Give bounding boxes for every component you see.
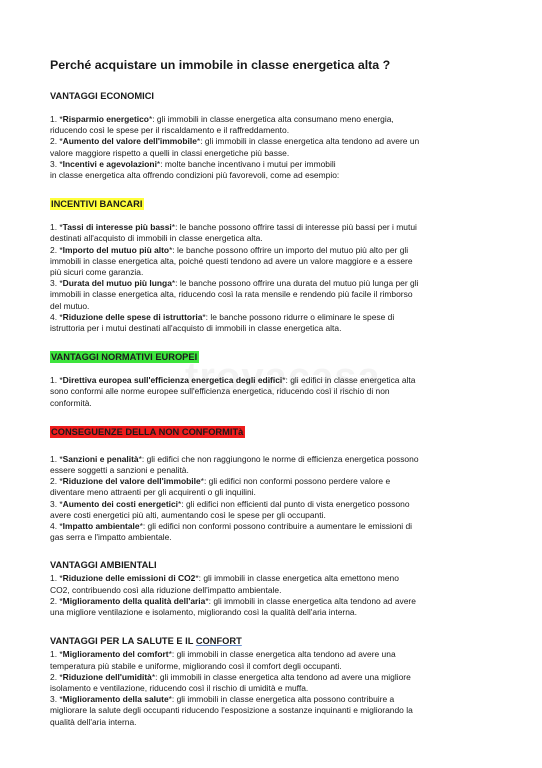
section-body xyxy=(50,573,502,618)
list-prefix: 4. * xyxy=(50,521,63,532)
text-line xyxy=(50,683,502,694)
line-text: temperatura più stabile e uniforme, migliorando così il comfort degli occupanti. xyxy=(50,660,342,671)
bold-term: Risparmio energetico xyxy=(62,114,149,124)
bold-term: Importo del mutuo più alto xyxy=(62,244,170,255)
section-heading: VANTAGGI ECONOMICI xyxy=(50,91,154,101)
line-text: *: gli immobili in classe energetica alta tendono ad avere una migliore xyxy=(151,671,411,682)
text-line xyxy=(50,148,502,159)
section-body xyxy=(50,649,502,727)
text-line xyxy=(50,301,502,312)
list-prefix: 2. * xyxy=(50,476,63,487)
list-prefix: 2. * xyxy=(50,671,63,682)
section-non-conformity xyxy=(50,422,502,544)
line-text: immobili in classe energetica alta, poiché questi tendono ad avere un valore maggiore e a essere xyxy=(50,255,413,266)
list-prefix: 2. * xyxy=(50,136,63,147)
text-line xyxy=(50,510,502,521)
bold-term: Miglioramento della salute xyxy=(62,694,169,705)
line-text: *: le banche possono offrire tassi di interesse più bassi per i mutui xyxy=(171,222,417,233)
line-text: *: gli immobili in classe energetica alta possono contribuire a xyxy=(168,694,395,705)
section-heading xyxy=(50,635,242,647)
line-text: isolamento e ventilazione, riducendo così il rischio di umidità e muffa. xyxy=(50,682,309,693)
text-line xyxy=(50,705,502,716)
bold-term: Riduzione delle spese di istruttoria xyxy=(62,311,203,322)
text-line xyxy=(50,661,502,672)
text-line xyxy=(50,521,502,532)
bold-term: Aumento del valore dell'immobile xyxy=(62,136,197,147)
text-line xyxy=(50,233,502,244)
document-page xyxy=(50,58,502,728)
line-text: *: le banche possono ridurre o eliminare le spese di xyxy=(202,311,395,322)
line-text: *: gli immobili in classe energetica alta tendono ad avere un xyxy=(196,136,420,147)
line-text: *: gli edifici non conformi possono perdere valore e xyxy=(200,476,391,487)
section-environmental xyxy=(50,555,502,618)
bold-term: Incentivi e agevolazioni xyxy=(62,158,157,169)
line-text: una migliore ventilazione e isolamento, migliorando così la qualità dell'aria interna. xyxy=(50,607,357,618)
text-line xyxy=(50,136,502,147)
text-line xyxy=(50,114,502,125)
text-line xyxy=(50,398,502,409)
line-text: *: gli immobili in classe energetica alta consumano meno energia, xyxy=(148,114,394,124)
heading-text: VANTAGGI PER LA SALUTE E IL xyxy=(50,636,196,647)
list-prefix: 2. * xyxy=(50,244,63,255)
line-text: sono conformi alle norme europee sull'efficienza energetica, riducendo così il rischio di non xyxy=(50,386,390,397)
line-text: valore maggiore rispetto a quelli in classi energetiche più basse. xyxy=(50,147,290,158)
bold-term: Impatto ambientale xyxy=(62,521,140,532)
text-line xyxy=(50,267,502,278)
line-text: in classe energetica alta offrendo condizioni più favorevoli, come ad esempio: xyxy=(50,170,340,181)
list-prefix: 1. * xyxy=(50,453,63,464)
section-heading: VANTAGGI AMBIENTALI xyxy=(50,560,157,571)
bold-term: Sanzioni e penalità xyxy=(62,453,139,464)
line-text: *: gli edifici non conformi possono contribuire a aumentare le emissioni di xyxy=(139,521,413,532)
text-line xyxy=(50,476,502,487)
text-line xyxy=(50,454,502,465)
line-text: destinati all'acquisto di immobili in classe energetica alta. xyxy=(50,233,263,244)
list-prefix: 3. * xyxy=(50,694,63,705)
section-heading: INCENTIVI BANCARI xyxy=(51,199,143,210)
bold-term: Miglioramento della qualità dell'aria xyxy=(62,595,206,606)
text-line xyxy=(50,573,502,584)
line-text: avere costi energetici più alti, aumentando così le spese per gli occupanti. xyxy=(50,509,326,520)
text-line xyxy=(50,607,502,618)
section-health-comfort xyxy=(50,631,502,727)
list-prefix: 2. * xyxy=(50,595,63,606)
bold-term: Direttiva europea sull'efficienza energetica degli edifici xyxy=(62,375,283,386)
text-line xyxy=(50,222,502,233)
section-body xyxy=(50,375,502,409)
text-line xyxy=(50,694,502,705)
line-text: *: le banche possono offrire un importo del mutuo più alto per gli xyxy=(169,244,409,255)
bold-term: Tassi di interesse più bassi xyxy=(62,222,172,233)
line-text: *: gli immobili in classe energetica alta emettono meno xyxy=(195,573,399,584)
text-line xyxy=(50,585,502,596)
text-line xyxy=(50,596,502,607)
line-text: riducendo così le spese per il riscaldamento e il raffreddamento. xyxy=(50,125,290,136)
text-line xyxy=(50,278,502,289)
section-heading: VANTAGGI NORMATIVI EUROPEI xyxy=(51,352,198,363)
text-line xyxy=(50,256,502,267)
text-line xyxy=(50,532,502,543)
text-line xyxy=(50,672,502,683)
text-line xyxy=(50,125,502,136)
page-title: Perché acquistare un immobile in classe energetica alta ? xyxy=(50,58,391,72)
text-line xyxy=(50,649,502,660)
line-text: CO2, contribuendo così alla riduzione dell'impatto ambientale. xyxy=(50,584,282,595)
section-body xyxy=(50,454,502,544)
line-text: *: gli immobili in classe energetica alta tendono ad avere una xyxy=(168,649,396,660)
text-line xyxy=(50,375,502,386)
list-prefix: 1. * xyxy=(50,114,63,124)
text-line xyxy=(50,245,502,256)
bold-term: Miglioramento del comfort xyxy=(62,649,169,660)
line-text: essere soggetti a sanzioni e penalità. xyxy=(50,465,189,476)
bold-term: Riduzione dell'umidità xyxy=(62,671,152,682)
line-text: istruttoria per i mutui destinati all'acquisto di immobili in classe energetica alta. xyxy=(50,323,342,334)
line-text: *: gli edifici non efficienti dal punto di vista energetico possono xyxy=(178,498,410,509)
bold-term: Riduzione delle emissioni di CO2 xyxy=(62,573,196,584)
list-prefix: 4. * xyxy=(50,311,63,322)
list-prefix: 1. * xyxy=(50,649,63,660)
section-body xyxy=(50,222,502,334)
text-line xyxy=(50,312,502,323)
line-text: *: le banche possono offrire una durata del mutuo più lunga per gli xyxy=(171,278,419,289)
text-line xyxy=(50,499,502,510)
section-heading: CONSEGUENZE DELLA NON CONFORMITà xyxy=(51,426,244,437)
text-line xyxy=(50,465,502,476)
list-prefix: 3. * xyxy=(50,158,63,169)
list-prefix: 1. * xyxy=(50,222,63,233)
section-bank-incentives xyxy=(50,194,502,334)
line-text: *: gli edifici che non raggiungono le norme di efficienza energetica possono xyxy=(138,453,419,464)
line-text: immobili in classe energetica alta, riducendo così la rata mensile e rendendo più facile il rimborso xyxy=(50,289,413,300)
bold-term: Durata del mutuo più lunga xyxy=(62,278,172,289)
list-prefix: 3. * xyxy=(50,498,63,509)
line-text: conformità. xyxy=(50,397,92,408)
list-prefix: 3. * xyxy=(50,278,63,289)
list-prefix: 1. * xyxy=(50,375,63,386)
text-line xyxy=(50,717,502,728)
section-european-norms xyxy=(50,347,502,409)
line-text: del mutuo. xyxy=(50,300,90,311)
bold-term: Riduzione del valore dell'immobile xyxy=(62,476,201,487)
confort-link[interactable]: CONFORT xyxy=(195,636,242,647)
text-line xyxy=(50,386,502,397)
text-line xyxy=(50,323,502,334)
line-text: diventare meno attraenti per gli acquirenti o gli inquilini. xyxy=(50,487,256,498)
list-prefix: 1. * xyxy=(50,573,63,584)
text-line xyxy=(50,289,502,300)
section-economic xyxy=(50,86,502,181)
bold-term: Aumento dei costi energetici xyxy=(62,498,179,509)
line-text: *: gli immobili in classe energetica alta tendono ad avere xyxy=(205,595,416,606)
line-text: gas serra e l'impatto ambientale. xyxy=(50,532,172,543)
text-line xyxy=(50,159,502,170)
line-text: migliorare la salute degli occupanti riducendo l'esposizione a sostanze inquinanti e migliorando la xyxy=(50,705,413,716)
line-text: *: gli edifici in classe energetica alta xyxy=(282,375,416,386)
line-text: *: molte banche incentivano i mutui per immobili xyxy=(156,158,336,169)
text-line xyxy=(50,170,502,181)
line-text: più sicuri come garanzia. xyxy=(50,267,144,278)
line-text: qualità dell'aria interna. xyxy=(50,716,137,727)
section-body xyxy=(50,114,502,181)
text-line xyxy=(50,487,502,498)
